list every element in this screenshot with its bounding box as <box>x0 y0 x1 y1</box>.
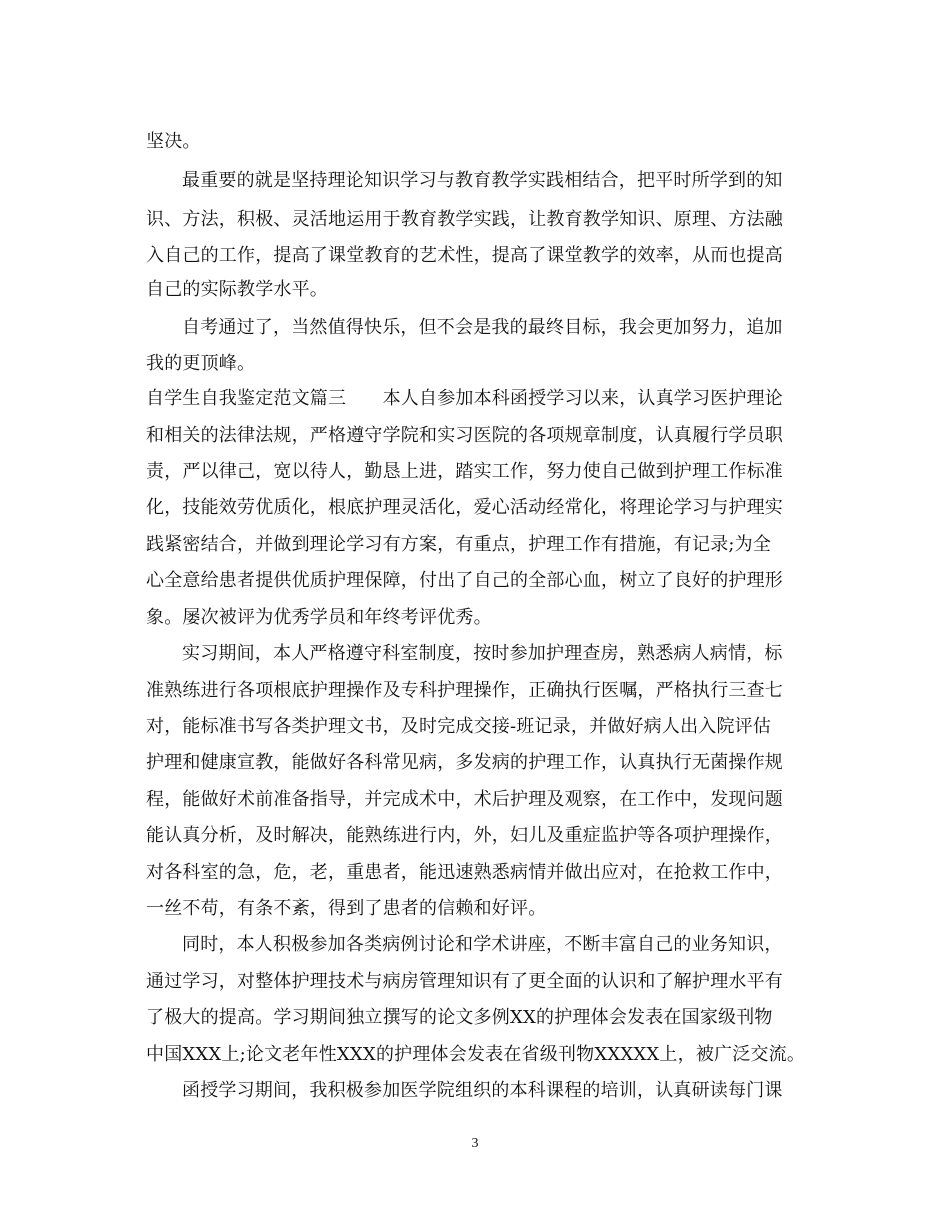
text-line: 最重要的就是坚持理论知识学习与教育教学实践相结合，把平时所学到的知 <box>182 170 783 191</box>
text-line: 自己的实际教学水平。 <box>146 279 328 300</box>
text-line: 象。屡次被评为优秀学员和年终考评优秀。 <box>146 607 492 628</box>
text-line: 对，能标准书写各类护理文书，及时完成交接-班记录，并做好病人出入院评估 <box>146 716 772 737</box>
text-line: 同时，本人积极参加各类病例讨论和学术讲座，不断丰富自己的业务知识， <box>182 934 783 955</box>
text-line: 准熟练进行各项根底护理操作及专科护理操作，正确执行医嘱，严格执行三查七 <box>146 680 783 701</box>
text-line: 责，严以律己，宽以待人，勤恳上进，踏实工作，努力使自己做到护理工作标准 <box>146 461 783 482</box>
text-line: 对各科室的急，危，老，重患者，能迅速熟悉病情并做出应对，在抢救工作中， <box>146 862 783 883</box>
text-line: 实习期间，本人严格遵守科室制度，按时参加护理查房，熟悉病人病情，标 <box>182 643 783 664</box>
text-line: 和相关的法律法规，严格遵守学院和实习医院的各项规章制度，认真履行学员职 <box>146 425 783 446</box>
text-line: 自考通过了，当然值得快乐，但不会是我的最终目标，我会更加努力，追加 <box>182 317 783 338</box>
text-line: 函授学习期间，我积极参加医学院组织的本科课程的培训，认真研读每门课 <box>182 1080 783 1101</box>
text-line: 程，能做好术前准备指导，并完成术中，术后护理及观察，在工作中，发现问题 <box>146 789 783 810</box>
text-line: 化，技能效劳优质化，根底护理灵活化，爱心活动经常化，将理论学习与护理实 <box>146 497 783 518</box>
text-line: 通过学习，对整体护理技术与病房管理知识有了更全面的认识和了解护理水平有 <box>146 971 783 992</box>
text-line: 践紧密结合，并做到理论学习有方案，有重点，护理工作有措施，有记录;为全 <box>146 534 772 555</box>
text-line: 心全意给患者提供优质护理保障，付出了自己的全部心血，树立了良好的护理形 <box>146 570 783 591</box>
text-line: 中国XXX上;论文老年性XXX的护理体会发表在省级刊物XXXXX上，被广泛交流。 <box>146 1044 806 1065</box>
text-line: 坚决。 <box>146 131 201 152</box>
text-line: 识、方法，积极、灵活地运用于教育教学实践，让教育教学知识、原理、方法融 <box>146 209 783 230</box>
text-line: 一丝不苟，有条不紊，得到了患者的信赖和好评。 <box>146 898 547 919</box>
text-line: 能认真分析，及时解决，能熟练进行内，外，妇儿及重症监护等各项护理操作， <box>146 825 783 846</box>
text-line: 我的更顶峰。 <box>146 353 256 374</box>
page-number: 3 <box>471 1136 479 1151</box>
text-line: 护理和健康宣教，能做好各科常见病，多发病的护理工作，认真执行无菌操作规 <box>146 752 783 773</box>
text-line: 自学生自我鉴定范文篇三 本人自参加本科函授学习以来，认真学习医护理论 <box>146 388 783 409</box>
text-line: 了极大的提高。学习期间独立撰写的论文多例XX的护理体会发表在国家级刊物 <box>146 1007 773 1028</box>
text-line: 入自己的工作，提高了课堂教育的艺术性，提高了课堂教学的效率，从而也提高 <box>146 245 783 266</box>
